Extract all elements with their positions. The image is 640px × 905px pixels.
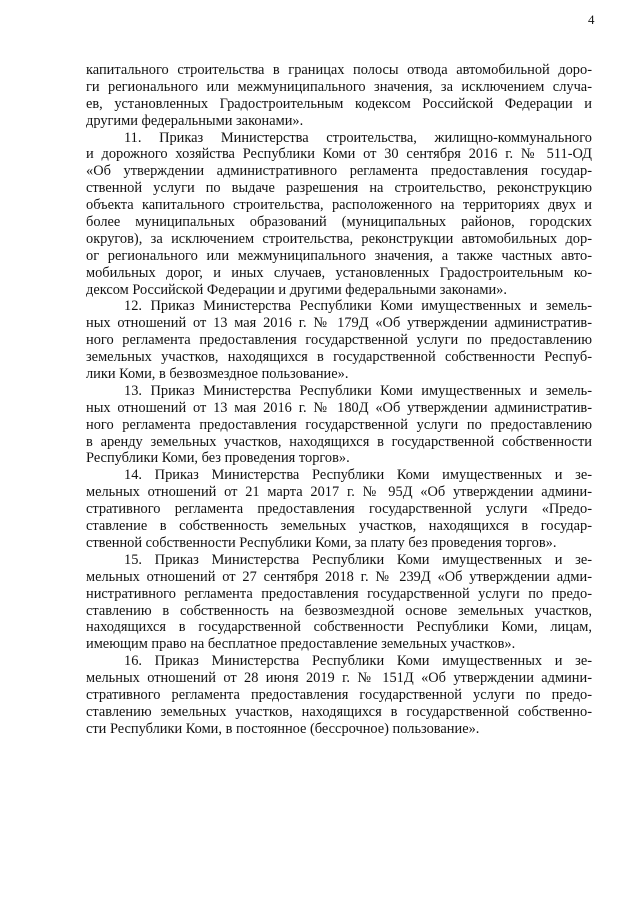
text-line: 16. Приказ Министерства Республики Коми имущественных и зе- <box>124 653 592 670</box>
paragraph-item-13 <box>86 383 592 467</box>
text-line: дексом Российской Федерации и другими федеральными законами». <box>86 281 507 298</box>
paragraph-item-12 <box>86 298 592 382</box>
text-line: «Об утверждении административного регламента предоставления государ- <box>86 163 592 180</box>
paragraph-item-16 <box>86 653 592 737</box>
text-line: имеющим право на бесплатное предоставление земельных участков». <box>86 636 516 653</box>
page-number: 4 <box>588 12 595 27</box>
text-line: 13. Приказ Министерства Республики Коми имущественных и земель- <box>124 382 592 399</box>
text-line: ставлению земельных участков, находящихся в государственной собственно- <box>86 703 592 720</box>
text-line: в аренду земельных участков, находящихся в государственной собственности <box>86 433 592 450</box>
text-line: Республики Коми, без проведения торгов». <box>86 450 350 467</box>
text-line: округов), за исключением строительства, реконструкции автомобильных дор- <box>86 230 592 247</box>
text-line: ставление в собственность земельных участков, находящихся в государ- <box>86 518 592 535</box>
text-line: ного регламента предоставления государственной услуги по предоставлению <box>86 416 592 433</box>
text-line: мельных отношений от 27 сентября 2018 г. № 239Д «Об утверждении адми- <box>86 568 592 585</box>
text-line: ог регионального или межмуниципального значения, а также частных авто- <box>86 247 592 264</box>
text-line: 11. Приказ Министерства строительства, жилищно-коммунального <box>124 129 592 146</box>
text-line: нистративного регламента предоставления государственной услуги по предо- <box>86 585 592 602</box>
text-line: мельных отношений от 21 марта 2017 г. № 95Д «Об утверждении админи- <box>86 484 592 501</box>
text-line: лики Коми, в безвозмездное пользование». <box>86 366 349 383</box>
document-body <box>86 62 592 738</box>
text-line: мобильных дорог, и иных случаев, установленных Градостроительным ко- <box>86 264 592 281</box>
text-line: ставлению в собственность на безвозмездной основе земельных участков, <box>86 602 592 619</box>
text-line: сти Республики Коми, в постоянное (бессрочное) пользование». <box>86 720 480 737</box>
text-line: объекта капитального строительства, расположенного на территориях двух и <box>86 197 592 214</box>
paragraph-item-15 <box>86 552 592 653</box>
text-line: находящихся в государственной собственности Республики Коми, лицам, <box>86 619 592 636</box>
paragraph-item-11 <box>86 130 592 299</box>
text-line: другими федеральными законами». <box>86 112 304 129</box>
text-line: 12. Приказ Министерства Республики Коми имущественных и земель- <box>124 298 592 315</box>
text-line: капитального строительства в границах полосы отвода автомобильной доро- <box>86 62 592 78</box>
text-line: ев, установленных Градостроительным кодексом Российской Федерации и <box>86 95 592 112</box>
text-line: стративного регламента предоставления государственной услуги «Предо- <box>86 501 592 518</box>
text-line: ного регламента предоставления государственной услуги по предоставлению <box>86 332 592 349</box>
text-line: 15. Приказ Министерства Республики Коми имущественных и зе- <box>124 551 592 568</box>
text-line: и дорожного хозяйства Республики Коми от 30 сентября 2016 г. № 511-ОД <box>86 146 592 163</box>
text-line: ственной услуги по выдаче разрешения на строительство, реконструкцию <box>86 180 592 197</box>
text-line: мельных отношений от 28 июня 2019 г. № 151Д «Об утверждении админи- <box>86 670 592 687</box>
text-line: ных отношений от 13 мая 2016 г. № 179Д «Об утверждении административ- <box>86 315 592 332</box>
paragraph-item-14 <box>86 467 592 551</box>
text-line: 14. Приказ Министерства Республики Коми имущественных и зе- <box>124 467 592 484</box>
text-line: ных отношений от 13 мая 2016 г. № 180Д «Об утверждении административ- <box>86 399 592 416</box>
text-line: ственной собственности Республики Коми, за плату без проведения торгов». <box>86 534 557 551</box>
text-line: стративного регламента предоставления государственной услуги по предо- <box>86 686 592 703</box>
text-line: ги регионального или межмуниципального значения, за исключением случа- <box>86 78 592 95</box>
text-line: более муниципальных образований (муниципальных районов, городских <box>86 214 592 231</box>
paragraph-continuation <box>86 62 592 130</box>
text-line: земельных участков, находящихся в государственной собственности Респуб- <box>86 349 592 366</box>
